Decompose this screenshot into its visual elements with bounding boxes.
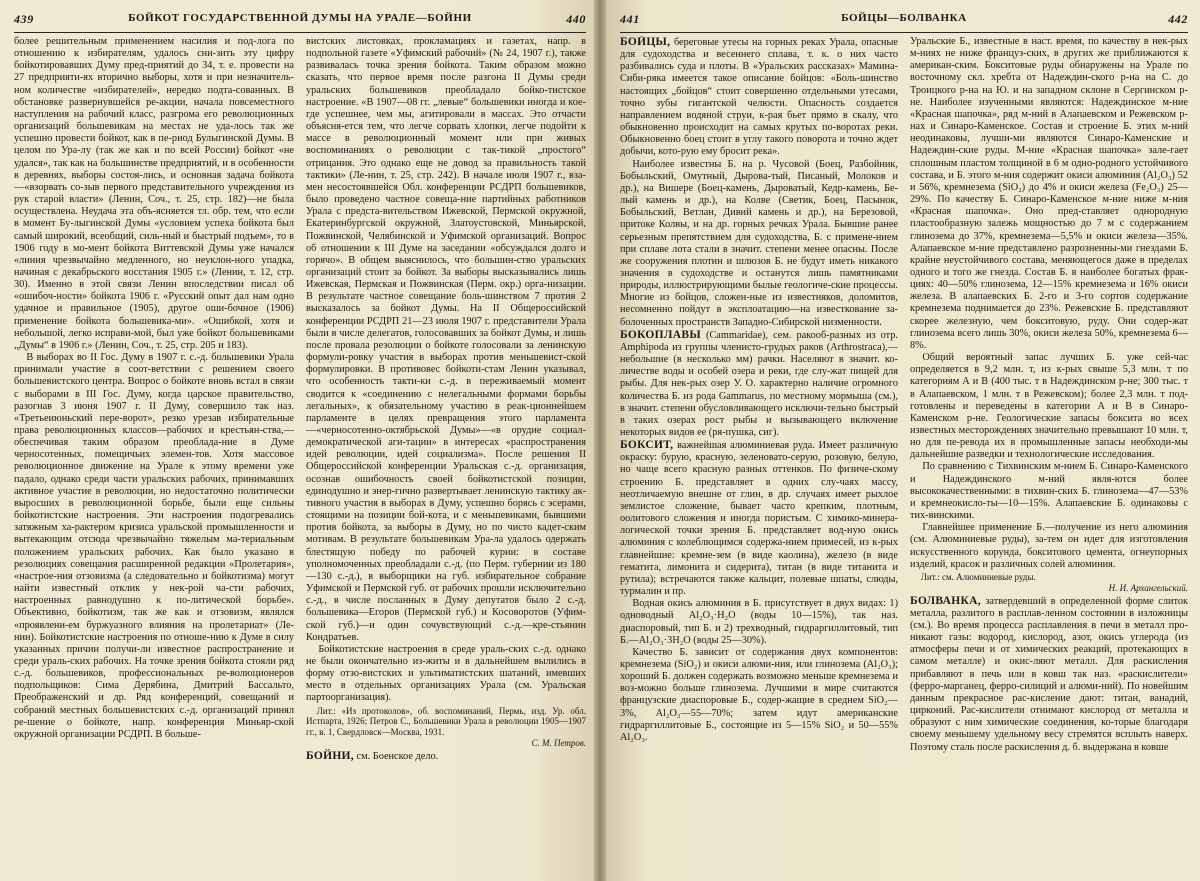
page-number: 442 [1168,12,1188,26]
book-gutter [594,0,606,881]
page-number: 440 [566,12,586,26]
paragraph: Качество Б. зависит от содержания двух компонентов: кремнезема (SiO₂) и окиси алюми-ния, или глинозема (Al₂O₃); хороший Б. должен содержать возможно меньше кремнезема и воз-можно больше глинозема. Лучшими в мире считаются французские диаспоровые Б., содер-жащие в среднем SiO₂—3%, Al₂O₃—55—70%; затем идут американские гидраргиллитовые Б., состоящие из 5—15% SiO₂ и 50—55% Al₂O₃. [620,646,898,743]
paragraph: Уральские Б., известные в наст. время, по качеству в нек-рых м-ниях не ниже француз-ских, в других же приближаются к американ-ским. Бокситовые руды обнаружены на Урале по восточному скл. хребта от Надеждин-ского р-на на С. до Троицкого р-на на Ю. и на западном склоне в Сергинском р-не. Наиболее изученными являются: Надеждинское м-ние «Красная шапочка», ряд м-ний в Алапаевском и Режевском р-нах и Синаро-Каменское. Состав и строение Б. этих м-ний неодинаковы, лучши-ми являются Синаро-Каменские и Надеждин-ские руды. М-ние «Красная шапочка» зале-гает сплошным пластом толщиной в 6 м одно-родного устойчивого состава, и Б. этого м-ния содержит окиси алюминия (Al₂O₃) 52 и 56%, кремнезема (SiO₂) до 4% и окиси железа (Fe₂O₃) 25—29%. По качеству Б. Синаро-Каменское м-ние ниже м-ния «Красная шапочка». Оно пред-ставляет однородную пластообразную залежь мощностью до 7 м с содержанием глинозема до 37%, кремнезема—5,5% и окиси железа—35%. Алапаевское м-ние представлено разрозненны-ми гнездами Б. крайне неустойчивого состава, меняющегося даже в пределах одного и того же гнезда. Состав Б. в наиболее богатых фрак-циях: 40—50% глинозема, 12—15% кремнезема и 16% окиси железа. В алапаевских Б. 2-го и 3-го сортов содержание кремнезема поднимается до 23%. Режевские Б. представляют скорее железную, чем бокситовую, руду. Они содер-жат глинозема всего лишь 30%, окиси железа 50%, кремнезема 6—8%. [910,36,1188,351]
page-number: 441 [620,12,640,26]
paragraph: вистских листовках, прокламациях и газетах, напр. в подпольной газете «Уфимский рабочий» (№ 24, 1907 г.), также развивалась точка зрения бойкота. Таким образом можно сказать, что первое время после разгона II Думы среди уральских большевиков преобладало бойко-тистское настроение. «В 1907—08 гг. „левые“ большевики иногда и кое-где успешнее, чем мы, агитировали в массах. Это отчасти объясня-ется тем, что легче сорвать хлопки, легче подойти к массе в революционный момент или при живых воспоминаниях о революции с так-тикой „простого“ отрицания. Это однако еще не довод за правильность такой тактики» (Ле-нин, т. 25, стр. 242). В начале июля 1907 г., вза-мен несостоявшейся Обл. конференции РСДРП большевиков, было проведено частное совеща-ние партийных работников Урала с предста-вительством Ижевской, Пермской окружной, Екатеринбургской окружной, Златоустовской, Миньярской, Пожвинской, Челябинской и Уфимской организаций. Вопрос об отношении к III Думе на заседании «обсуждался долго и горячо». В общем выяснилось, что большин-ство уральских организаций стоит за бойкот. За выборы высказывались лишь Ижевская, Пермская и Пожвинская (Перм. окр.) орга-низации. В результате частное совещание боль-шинством 7 против 2 высказалось за бойкот Думы. На II Общероссийской конференции РСДРП 21—23 июля 1907 г. представители Урала были в числе делегатов, голосовавших за бойкот Думы, и лишь после провала резолюции о бойкоте голосовали за ленинскую формули-ровку участия в выборах против меньшевист-ской формулировки. В противовес бойкоти-стам Ленин указывал, что особенность такти-ки с.-д. в переживаемый момент сводится к «соединению с нелегальными формами борьбы легальных», к обязательному участию в реак-ционнейшем парламенте в целях превращения этого парламента—«черносотенно-октябрьской Думы»—«в орудие социал-демократической аги-тации» в интересах «распространения идей революции, идей социализма». После решения II Общероссийской конференции Уральская с.-д. организация, осознав ошибочность своей бойкотистской позиции, единодушно и энер-гично развертывает ленинскую тактику ак-тивного участия в выборах в Думу, успешно борясь с эсерами, стоящими на позиции бой-кота, и с меньшевиками, бывшими против бойкота, за выборы в Думу, но по чисто кадет-ским мотивам. В результате большевикам Ура-ла удалось одержать блестящую победу по рабочей курии: в составе уполномоченных преобладали с.-д. (по Перм. губернии из 180—130 с.-д.), в выборщики на губ. избирательное собрание Уфимской и Пермской губ. от рабочих прошли исключительно с.-д., в числе посланных в Думу депутатов было 2 с.-д. большевика—Егоров (Пермской губ.) и Косоворотов (Уфим-ской губ.)—и один сочувствующий с.-д.—кре-стьянин Кондратьев. [306,36,586,643]
headword: БОЛВАНКА, [910,594,981,607]
paragraph: В выборах во II Гос. Думу в 1907 г. с.-д. большевики Урала принимали участие в соот-ветствии с решением своего большевистского центра. Вопрос о бойкоте вновь встал в связи с выборами в III Гос. Думу, когда царское правительство, разогнав 3 июня 1907 г. II Думу, совершило так наз. «Третьеиюньский пере-ворот», резко урезав избирательные права революционных классов—рабочих и крестьян-ства,—обеспечивая таким образом преоблада-ние в Думе черносотенных, помещичьих элемен-тов. Хотя массовое революционное движение на Урале к этому времени уже падало, однако среди части уральских рабочих, принимавших активное участие в революции, но недостаточно политически выросших в революционной борьбе, были еще сильны бойкотистские настроения. Эти настроения подогревались затяжным ха-рактером кризиса уральской промышленности и вытекающим отсюда чрезвычайно тяжелым ма-териальным положением уральских рабочих. Как было указано в резолюциях совещания расширенной редакции «Пролетария», «настрое-ния отзовизма (а следовательно и бойкотизма) могут найти известный отклик у нек-рой ча-сти рабочих, настроенных равнодушно к по-литической борьбе». Объективно, бойкотизм, так же как и отзовизм, являлся «проявлени-ем буржуазного влияния на пролетариат» (Ле-нин). Бойкотистские настроения по отноше-нию к Думе в силу указанных причин получи-ли известное распространение и среди ураль-ских рабочих. На точке зрения бойкота стояли ряд с.-д. большевиков, профессиональных ре-волюционеров подпольщиков: Сима Дерябина, Дмитрий Бассальто, Преображенский и др. Ряд конференций, совещаний и собраний местных большевистских с.-д. организаций принял ре-шение о бойкоте, напр. конференция Миньяр-ской окружной организации РСДРП. В больше- [14,352,294,740]
running-head-right [620,6,1188,32]
paragraph: Главнейшее применение Б.—получение из него алюминия (см. Алюминиевые руды), за-тем он идет для изготовления искусственного корунда, бокситового цемента, огнеупорных изделий, красок и различных солей алюминия. [910,522,1188,570]
column-1 [14,36,294,880]
running-head-left [14,6,586,32]
paragraph: Общий вероятный запас лучших Б. уже сей-час определяется в 9,2 млн. т, из к-рых свыше 5,3 млн. т по категориям А и В (400 тыс. т в Надеждинском р-не; 300 тыс. т в Алапаевском, 1 млн. т в Режевском); более 2,3 млн. т под-готовлены и переведены в категории А и В в Синаро-Каменском р-не. Геологические запасы боксита во всех известных месторождениях значительно превышают 10 млн. т, но для пе-ревода их в промышленные запасы необходи-мы дальнейшие разведки и технологические исследования. [910,352,1188,461]
running-head-title: БОЙКОТ ГОСУДАРСТВЕННОЙ ДУМЫ НА УРАЛЕ—БОЙНИ [128,12,472,24]
entry-text: береговые утесы на горных реках Урала, опасные для судоходства и весеннего сплава, т. к. о них часто разбивались суда и плоты. В «Уральских рассказах» Мамина-Сиби-ряка имеется такое описание бойцов: «Боль-шинство настоящих „бойцов“ стоит совершенно отдельными утесами, точно зубы гигантской челюсти. Опасность создается направлением водяной струи, к-рая бьет прямо в скалу, что обыкновенно происходит на самых крутых по-воротах реки. Обыкновенно боец стоит в углу такого поворота и точно ждет добычи, кото-рую ему бросит река». [620,37,898,158]
paragraph: Наиболее известны Б. на р. Чусовой (Боец, Разбойник, Бобыльский, Омутный, Дыровa-тый, Писаный, Молоков и др.), на Вишере (Боец-камень, Дыроватый, Кедр-камень, Бе-лый камень и др.), на Колве (Светик, Боец, Пасынок, Бобыльский, Ветлан, Дивий камень и др.), на Березовой, притоке Колвы, и на др. горных речках Урала. Бывшие ранее серьезным препятствием для судоходства, Б. с примене-нием при сплаве лота стали в значит. степени менее опасны. После же сооружения плотин и шлюзов Б. не будут иметь никакого значения в судоходстве и останутся лишь памятниками природы, иллюстрирующими былые геологиче-ские процессы. Многие из бойцов, сложен-ные из известняков, доломитов, несомненно пойдут в эксплоатацию—на известкование за-болоченных пространств Западно-Сибирской низменности. [620,158,898,328]
running-head-title: БОЙЦЫ—БОЛВАНКА [841,12,967,24]
paragraph: По сравнению с Тихвинским м-нием Б. Синаро-Каменского и Надеждинского м-ний явля-ются более высококачественными: в тихвин-ских Б. глинозема—47—53% и кремнеокисло-ты—10—15%. Алапаевские Б. одинаковы с тих-винскими. [910,461,1188,522]
paragraph: Бойкотистские настроения в среде ураль-ских с.-д. однако не были окончательно из-житы и в дальнейшем вылились в форму отзо-вистских и ультиматистских шатаний, имевших место в отдельных организациях Урала (см. Уральская партоорганизация). [306,643,586,704]
entry-text: затвердевший в определенной форме слиток металла, разлитого в расплав-ленном состоянии в изложницы (см.). Во время процесса расплавления в печи в металл про-никают газы: водород, кислород, азот, окись углерода (из атмосферы печи и от химических реакций, протекающих в самом металле) и окис-ляют металл. Для раскисления прибавляют в печь или в ковш так наз. «раскислители» (ферро-марганец, ферро-силиций и алюми-ний). По новейшим данным прекрасное рас-кисление дают: титан, ванадий, цирконий. Рас-кислители отнимают кислород от металла и образуют с ним химические соединения, ко-торые благодаря своему меньшему удельному весу стремятся всплыть наверх. Поэтому сталь после раскисления д. б. выдержана в ковше [910,595,1188,753]
literature-note: Лит.: «Из протоколов», об. воспоминаний, Пермь, изд. Ур. обл. Истпарта, 1926; Петров С., Большевики Урала в революции 1905—1907 гг., в. 1, Свердловск—Москва, 1931. [306,705,586,737]
column-1 [620,36,898,880]
columns [14,32,586,880]
entry-bolvanka [910,595,1188,754]
cross-reference[interactable]: см. Боенское дело. [353,750,439,762]
headword: БОКОПЛАВЫ [620,328,701,341]
entry-boitsy [620,36,898,159]
headword: БОКСИТ, [620,439,674,452]
right-page [600,0,1200,881]
column-2 [910,36,1188,880]
author-signature: С. М. Петров. [531,738,586,749]
headword: БОЙНИ, [306,749,354,762]
literature-note: Лит.: см. Алюминиевые руды. [920,571,1036,582]
entry-bokoplavy [620,329,898,439]
paragraph: Водная окись алюминия в Б. присутствует в двух видах: 1) одноводный Al₂O₃·H₂O (воды 10—15%), так наз. диаспоровый, тип Б. и 2) трехводный, гидраргиллитовый, тип Б.—Al₂O₃·3H₂O (воды 25—30%). [620,598,898,646]
columns [620,32,1188,880]
page-number: 439 [14,12,34,26]
column-2 [306,36,586,880]
entry-boini [306,750,586,763]
author-signature: Н. И. Архангельский. [1108,583,1188,594]
entry-boksit [620,439,898,598]
paragraph: более решительным применением насилия и под-лога по отношению к избирателям, удалось сни-зить эту цифру бойкотировавших Думу пред-приятий до 34, т. е. провести на 27 предприяти-ях вторично выборы, хотя и при незначитель-ном количестве «избирателей», нередко подта-сованных. В обстановке развернувшейся ре-акции, начала повсеместного наступления на рабочий класс, разгрома его революционных организаций большевикам на местах не уда-лось так же успешно провести бойкот, как в пе-риод Булыгинской Думы. В целом по Ура-лу (так же как и по всей России) бойкот «не удался», так как на большинстве предприятий, и в особенности в деревнях, выборы состоя-лись, и основная задача бойкота—«взорвать со-зыв первого представительного учреждения из рук старой власти» (Ленин, Соч., т. 25, стр. 182)—не была осуществлена. Неудача эта объ-ясняется тл. обр. тем, что если в момент Бу-лыгинской Думы «условием успеха бойкота был самый широкий, всеобщий, силь-ный и быстрый подъем», то в 1906 году в мо-мент бойкота Виттевской Думы уже начался «линия чрезвычайно медленного, но неуклон-ного упадка, начиная с декабрьского восстания 1905 г.» (Ленин, т. 12, стр. 30). Именно в этой связи Ленин впоследствии писал об «ошибоч-ности» бойкота 1906 г. «Русский опыт дал нам одно удачное и правильное (1905), другое оши-бочное (1906) применение бойкота большевика-ми». «Ошибкой, хотя и небольшой, легко исправи-мой, был уже бойкот большевиками „Думы“ в 1906 г.» (Ленин, Соч., т. 25, стр. 205 и 183). [14,36,294,351]
headword: БОЙЦЫ, [620,36,671,48]
entry-text: (Cammaridae), сем. ракооб-разных из отр. Amphipoda из группы членисто-грудых раков (Arthrostraca),—небольшие (в несколько мм) рачки. Населяют в значит. ко-личестве воды и особей озера и реки, где слу-жат пищей для рыбы. Для нек-рых озер У. О. характерно наличие огромного количества Б. из рода Gammarus, по местному мормыша (см.), в значит. степени обусловливающего исключи-тельно быстрый в таких озерах рост рыбы и вызывающего включение некоторых видов ее (ря-пушка, сиг). [620,329,898,438]
entry-text: важнейшая алюминиевая руда. Имеет различную окраску: бурую, красную, зеленовато-серую, розовую, белую, но чаще всего красную разных оттенков. По физиче-скому строению Б. представляет в одних слу-чаях массу, неотличаемую внешне от глин, в др. случаях имеет рыхлое землистое сложение, бывает часто крепким, плотным, оолитового сложения и иногда пористым. С химико-минера-логической точки зрения Б. представляет вод-ную окись алюминия с колеблющимся содержа-нием примесей, из к-рых главнейшие: кремне-зем (в виде каолина), железо (в виде гематита, лимонита и сидерита), титан (в виде титанита и рутила); встречаются также кальцит, полевые шпаты, слюды, турмалин и пр. [620,440,898,598]
